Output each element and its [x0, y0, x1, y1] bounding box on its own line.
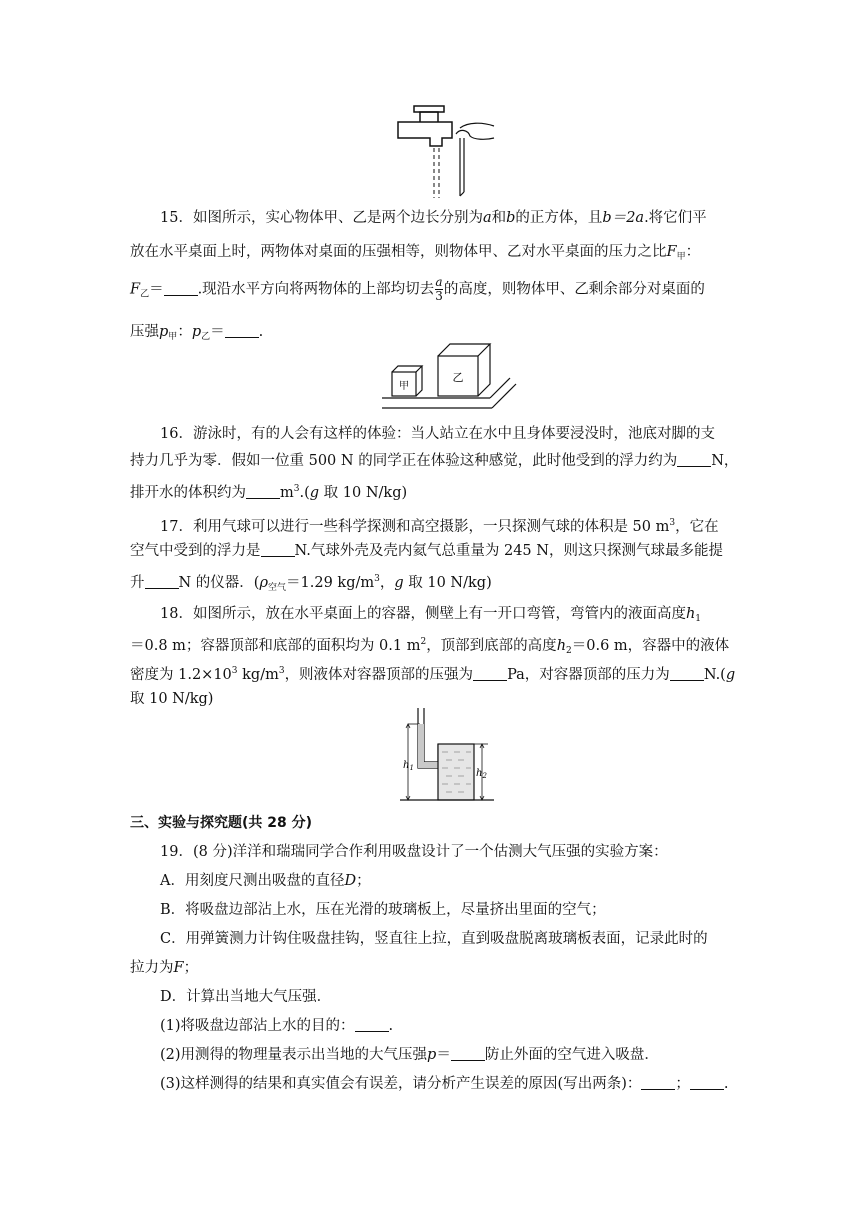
q16-line-1: 16．游泳时，有的人会有这样的体验：当人站立在水中且身体要浸没时，池底对脚的支: [160, 426, 715, 442]
answer-blank: [261, 542, 295, 557]
q16-line-2: 持力几乎为零．假如一位重 500 N 的同学正在体验这种感觉，此时他受到的浮力约为 N，: [130, 453, 739, 469]
label-h2: $h_2$: [476, 768, 487, 780]
cubes-figure: [380, 342, 520, 414]
q16-line-3: 排开水的体积约为 $m^3.(g$ 取 10 N/kg): [130, 484, 408, 501]
faucet-figure: [390, 100, 500, 200]
q17-line-3: 升 N 的仪器．($\rho_{空气}=1.29$ $kg/m^3$，g 取 10 N/kg): [130, 574, 492, 593]
q18-line-4: 取 10 N/kg): [130, 691, 214, 707]
q19-sub-3: (3)这样测得的结果和真实值会有误差，请分析产生误差的原因(写出两条)： ； .: [160, 1076, 729, 1092]
answer-blank: [473, 666, 507, 681]
fraction-a-over-3: $\frac{a}{3}$: [435, 275, 443, 303]
q17-line-1: 17．利用气球可以进行一些科学探测和高空摄影，一只探测气球的体积是 50 $m^3$，它在: [160, 518, 719, 535]
answer-blank: [164, 281, 198, 296]
section-heading: 三、实验与探究题(共 28 分): [130, 815, 313, 831]
q15-line-2: 放在水平桌面上时，两物体对桌面的压强相等，则物体甲、乙对水平桌面的压力之比$F_甲$：: [130, 244, 701, 262]
answer-blank: [641, 1075, 675, 1090]
answer-blank: [145, 574, 179, 589]
answer-blank: [690, 1075, 724, 1090]
q19-sub-1: (1)将吸盘边部沾上水的目的： .: [160, 1018, 394, 1034]
q18-line-2: ＝0.8 m；容器顶部和底部的面积均为 0.1 $m^2$，顶部到底部的高度$h_2=0.6$ m，容器中的液体: [130, 637, 730, 656]
q19-option-c-cont: 拉力为F；: [130, 960, 199, 976]
q19-option-d: D．计算出当地大气压强．: [160, 989, 332, 1005]
cube-jia-label: 甲: [399, 381, 409, 392]
q19-sub-2: (2)用测得的物理量表示出当地的大气压强p＝ 防止外面的空气进入吸盘．: [160, 1047, 659, 1063]
q19-option-a: A．用刻度尺测出吸盘的直径D；: [160, 873, 371, 889]
answer-blank: [246, 484, 280, 499]
q15-line-3: $F_乙=$ .现沿水平方向将两物体的上部均切去 $\frac{a}{3}$ 的高度，则物体甲、乙剩余部分对桌面的: [130, 275, 705, 303]
answer-blank: [451, 1046, 485, 1061]
q17-line-2: 空气中受到的浮力是 N.气球外壳及壳内氦气总重量为 245 N，则这只探测气球最多能提: [130, 543, 723, 559]
q19-line-1: 19．(8 分)洋洋和瑞瑞同学合作利用吸盘设计了一个估测大气压强的实验方案：: [160, 844, 668, 860]
container-figure: [398, 706, 498, 806]
label-h1: $h_1$: [403, 760, 414, 772]
q15-line-4: 压强$p_甲$：$p_乙=$ .: [130, 324, 264, 342]
answer-blank: [225, 323, 259, 338]
q18-line-1: 18．如图所示，放在水平桌面上的容器，侧壁上有一开口弯管，弯管内的液面高度$h_1$: [160, 606, 702, 624]
answer-blank: [355, 1017, 389, 1032]
q19-option-b: B．将吸盘边部沾上水，压在光滑的玻璃板上，尽量挤出里面的空气；: [160, 902, 606, 918]
cube-yi-label: 乙: [452, 371, 464, 384]
q19-option-c: C．用弹簧测力计钩住吸盘挂钩，竖直往上拉，直到吸盘脱离玻璃板表面，记录此时的: [160, 931, 708, 947]
q18-line-3: 密度为 $1.2\times 10^3$ $kg/m^3$，则液体对容器顶部的压强为 Pa，对容器顶部的压力为 N.(g: [130, 666, 736, 683]
q15-line-1: 15．如图所示，实心物体甲、乙是两个边长分别为a和b的正方体，且b＝2a.将它们平: [160, 210, 707, 226]
answer-blank: [677, 452, 711, 467]
answer-blank: [670, 666, 704, 681]
